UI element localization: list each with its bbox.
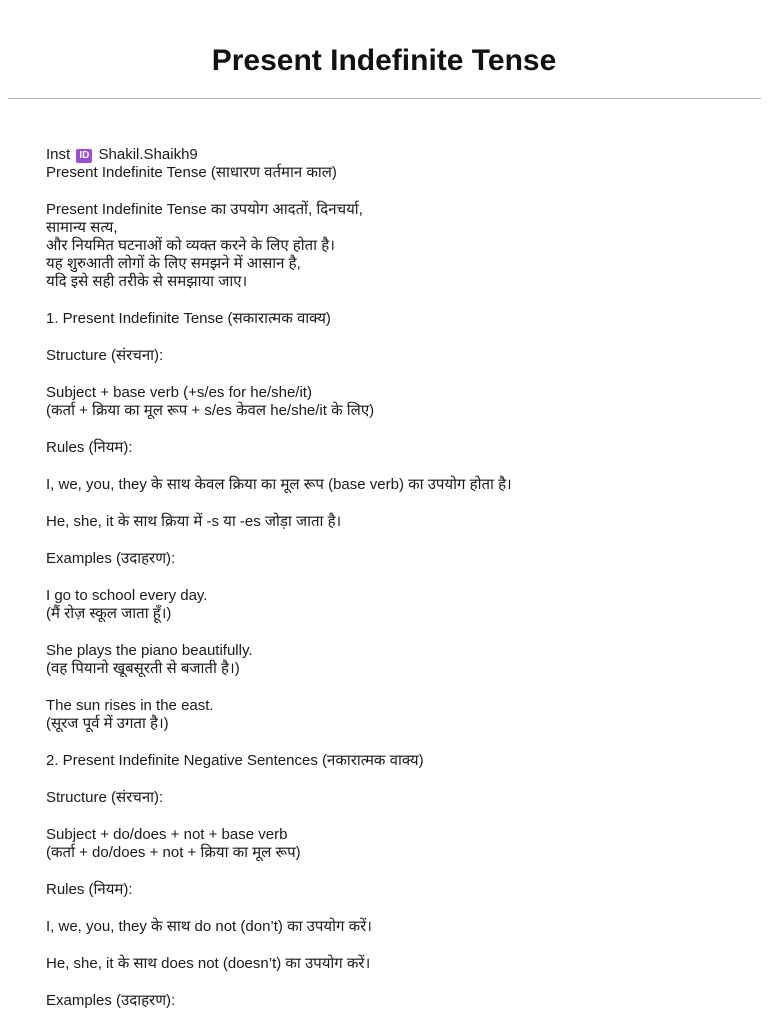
paragraph xyxy=(46,789,746,807)
paragraph xyxy=(46,587,746,623)
paragraph xyxy=(46,476,746,494)
title-divider xyxy=(8,98,761,99)
author-handle: Shakil.Shaikh9 xyxy=(98,146,198,163)
text-line: Structure (संरचना): xyxy=(46,789,164,806)
paragraph xyxy=(46,642,746,678)
text-line: Present Indefinite Tense का उपयोग आदतों, दिनचर्या, xyxy=(46,201,363,218)
text-line: Rules (नियम): xyxy=(46,439,133,456)
paragraph xyxy=(46,918,746,936)
text-line: Structure (संरचना): xyxy=(46,347,164,364)
paragraph xyxy=(46,201,746,291)
text-line: Examples (उदाहरण): xyxy=(46,550,176,567)
text-line: 2. Present Indefinite Negative Sentences (नकारात्मक वाक्य) xyxy=(46,752,424,769)
id-badge-icon: ID xyxy=(76,149,92,163)
text-line: (कर्ता + do/does + not + क्रिया का मूल रूप) xyxy=(46,844,301,861)
page-title: Present Indefinite Tense xyxy=(211,44,557,77)
text-line: He, she, it के साथ does not (doesn’t) का उपयोग करें। xyxy=(46,955,371,972)
text-line: Present Indefinite Tense (साधारण वर्तमान काल) xyxy=(46,164,337,181)
author-line xyxy=(46,146,746,164)
author-prefix: Inst xyxy=(46,146,71,163)
paragraph xyxy=(46,513,746,531)
paragraph-list xyxy=(46,164,746,1010)
text-line: Examples (उदाहरण): xyxy=(46,992,176,1009)
text-line: यदि इसे सही तरीके से समझाया जाए। xyxy=(46,273,248,290)
text-line: He, she, it के साथ क्रिया में -s या -es जोड़ा जाता है। xyxy=(46,513,342,530)
paragraph xyxy=(46,826,746,862)
paragraph xyxy=(46,881,746,899)
text-line: 1. Present Indefinite Tense (सकारात्मक वाक्य) xyxy=(46,310,331,327)
text-line: सामान्य सत्य, xyxy=(46,219,118,236)
text-line: यह शुरुआती लोगों के लिए समझने में आसान है, xyxy=(46,255,301,272)
text-line: I go to school every day. xyxy=(46,587,208,604)
text-line: (मैं रोज़ स्कूल जाता हूँ।) xyxy=(46,605,172,622)
paragraph xyxy=(46,164,746,182)
paragraph xyxy=(46,347,746,365)
text-line: (सूरज पूर्व में उगता है।) xyxy=(46,715,169,732)
text-line: I, we, you, they के साथ do not (don’t) का उपयोग करें। xyxy=(46,918,372,935)
text-line: (कर्ता + क्रिया का मूल रूप + s/es केवल he/she/it के लिए) xyxy=(46,402,375,419)
text-line: She plays the piano beautifully. xyxy=(46,642,253,659)
text-line: Rules (नियम): xyxy=(46,881,133,898)
paragraph xyxy=(46,384,746,420)
paragraph xyxy=(46,955,746,973)
paragraph xyxy=(46,550,746,568)
paragraph xyxy=(46,992,746,1010)
paragraph xyxy=(46,310,746,328)
text-line: और नियमित घटनाओं को व्यक्त करने के लिए होता है। xyxy=(46,237,335,254)
paragraph xyxy=(46,439,746,457)
text-line: The sun rises in the east. xyxy=(46,697,214,714)
document-body xyxy=(46,146,746,1029)
text-line: (वह पियानो खूबसूरती से बजाती है।) xyxy=(46,660,240,677)
paragraph xyxy=(46,752,746,770)
text-line: Subject + base verb (+s/es for he/she/it) xyxy=(46,384,312,401)
paragraph xyxy=(46,697,746,733)
text-line: I, we, you, they के साथ केवल क्रिया का मूल रूप (base verb) का उपयोग होता है। xyxy=(46,476,512,493)
text-line: Subject + do/does + not + base verb xyxy=(46,826,288,843)
